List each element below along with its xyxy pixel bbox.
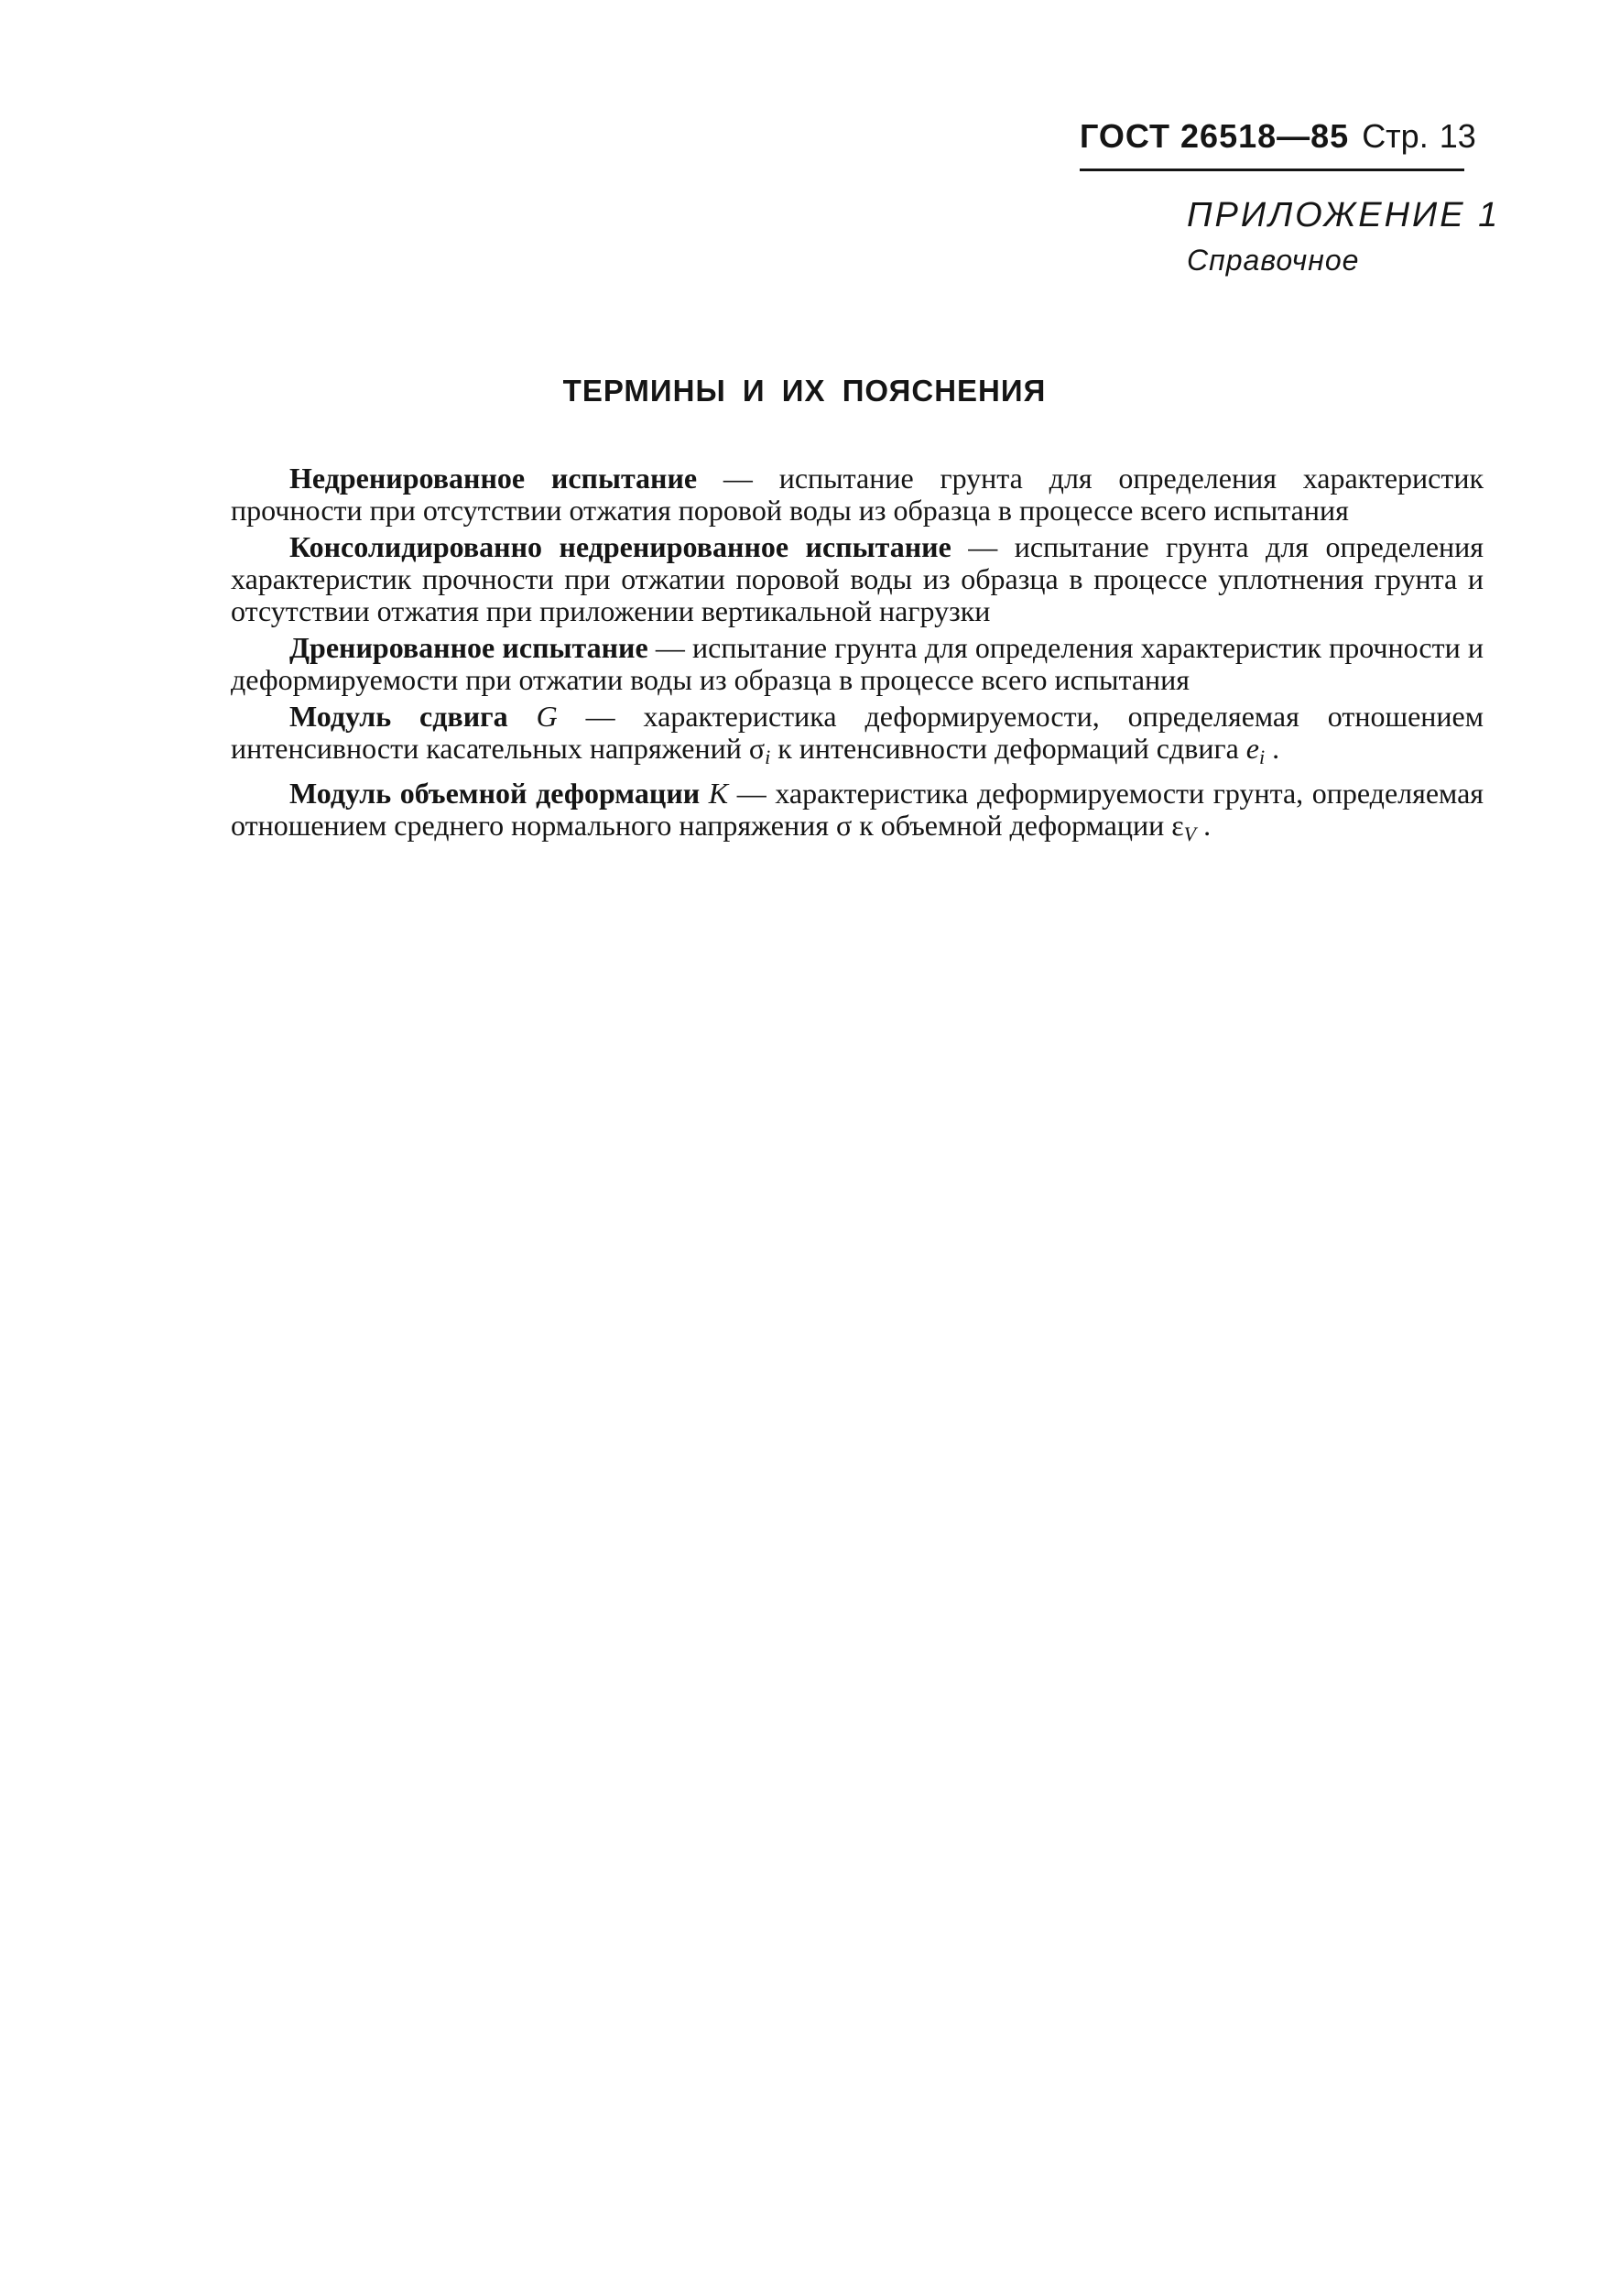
- appendix-title: ПРИЛОЖЕНИЕ 1: [1187, 196, 1501, 234]
- term-definition: — испытание грунта для определения характеристик прочности и деформируемости при отжатии воды из образца в процессе всего испытания: [231, 631, 1484, 696]
- term-name: Дренированное испытание: [289, 631, 648, 664]
- term-definition: .: [1196, 809, 1212, 842]
- page-number: 13: [1439, 117, 1476, 155]
- term-symbol: K: [708, 777, 729, 810]
- standard-number: ГОСТ 26518—85: [1080, 117, 1350, 155]
- term-name: Модуль объемной деформации: [289, 777, 701, 810]
- term-definition: — испытание грунта для определения характеристик прочности при отсутствии отжатия поровой воды из образца в процессе всего испытания: [231, 462, 1484, 527]
- term-paragraph: [231, 531, 1484, 627]
- term-name: Модуль сдвига: [289, 700, 508, 733]
- term-definition: — характеристика деформируемости грунта, определяемая отношением среднего нормального напряжения σ к объемной деформации ε: [231, 777, 1484, 842]
- term-paragraph: [231, 462, 1484, 527]
- term-symbol: G: [536, 700, 558, 733]
- term-subscript: i: [765, 745, 771, 768]
- term-definition: — испытание грунта для определения характеристик прочности при отжатии поровой воды из образца в процессе уплотнения грунта и отсутствии отжатия при приложении вертикальной нагрузки: [231, 530, 1484, 627]
- term-symbol: e: [1245, 732, 1259, 765]
- term-subscript: i: [1259, 745, 1266, 768]
- term-definition: — характеристика деформируемости, определяемая отношением интенсивности касательных напряжений σ: [231, 700, 1484, 765]
- term-definition: к интенсивности деформаций сдвига: [770, 732, 1246, 765]
- terms-body: [231, 462, 1484, 854]
- running-header: [1080, 117, 1476, 171]
- term-paragraph: [231, 701, 1484, 773]
- section-title: ТЕРМИНЫ И ИХ ПОЯСНЕНИЯ: [562, 374, 1047, 408]
- term-paragraph: [231, 778, 1484, 850]
- term-paragraph: [231, 632, 1484, 696]
- appendix-subtitle: Справочное: [1187, 244, 1360, 277]
- term-subscript: V: [1183, 822, 1197, 845]
- page-label: Стр.: [1362, 117, 1429, 155]
- term-name: Консолидированно недренированное испытание: [289, 530, 951, 563]
- term-definition: .: [1265, 732, 1280, 765]
- term-name: Недренированное испытание: [289, 462, 698, 495]
